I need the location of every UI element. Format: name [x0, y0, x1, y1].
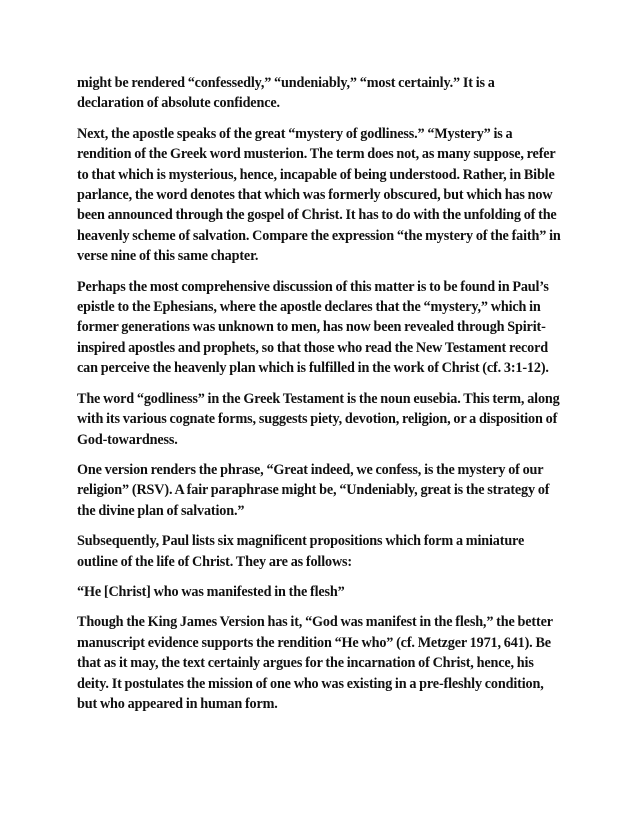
paragraph-confidence: might be rendered “confessedly,” “undeniably,” “most certainly.” It is a declaration of absolute confidence.: [77, 75, 495, 112]
paragraph-mystery: Next, the apostle speaks of the great “mystery of godliness.” “Mystery” is a rendition of the Greek word musterion. The term does not, as many suppose, refer to that which is mysterious, hence, incapable of being understood. Rather, in Bible parlance, the word denotes that which was formerly obscured, but which has now been announced through the gospel of Christ. It has to do with the unfolding of the heavenly scheme of salvation. Compare the expression “the mystery of the faith” in verse nine of this same chapter.: [77, 125, 561, 265]
paragraph-godliness: The word “godliness” in the Greek Testament is the noun eusebia. This term, along with its various cognate forms, suggests piety, devotion, religion, or a disposition of God-towardness.: [77, 390, 560, 448]
paragraph-propositions: Subsequently, Paul lists six magnificent propositions which form a miniature outline of the life of Christ. They are as follows:: [77, 533, 525, 570]
paragraph-king-james: Though the King James Version has it, “God was manifest in the flesh,” the better manuscript evidence supports the rendition “He who” (cf. Metzger 1971, 641). Be that as it may, the text certainly argues for the incarnation of Christ, hence, his deity. It postulates the mission of one who was existing in a pre-fleshly condition, but who appeared in human form.: [77, 614, 553, 712]
document-body: [77, 73, 563, 724]
paragraph-quote-flesh: “He [Christ] who was manifested in the flesh”: [77, 583, 345, 600]
paragraph-ephesians: Perhaps the most comprehensive discussion of this matter is to be found in Paul’s epistle to the Ephesians, where the apostle declares that the “mystery,” which in former generations was unknown to men, has now been revealed through Spirit-inspired apostles and prophets, so that those who read the New Testament record can perceive the heavenly plan which is fulfilled in the work of Christ (cf. 3:1-12).: [77, 278, 549, 377]
paragraph-rsv-version: One version renders the phrase, “Great indeed, we confess, is the mystery of our religion” (RSV). A fair paraphrase might be, “Undeniably, great is the strategy of the divine plan of salvation.”: [77, 461, 550, 519]
